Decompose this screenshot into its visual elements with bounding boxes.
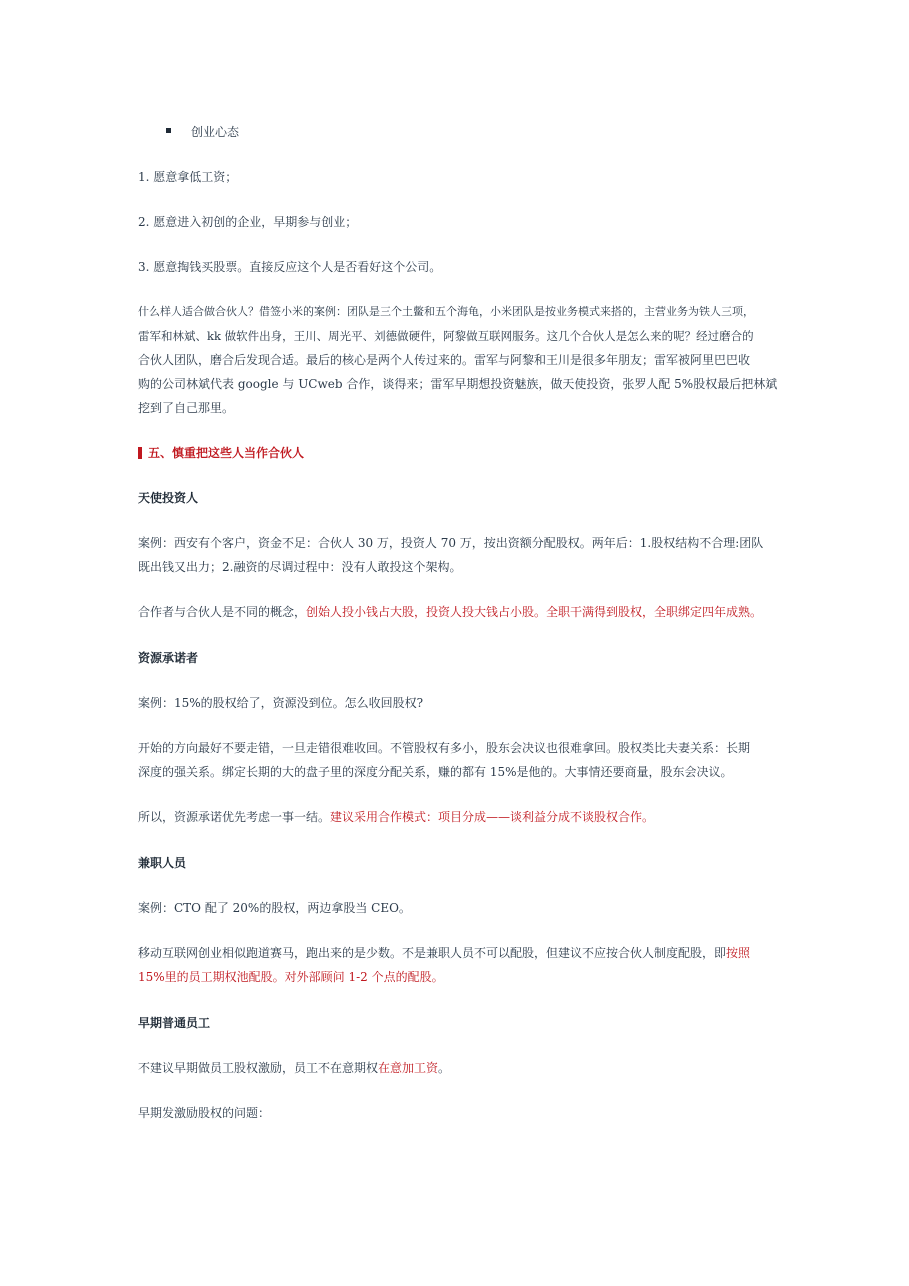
parttime-body-line — [138, 941, 778, 965]
parttime-case: 案例：CTO 配了 20%的股权，两边拿股当 CEO。 — [138, 901, 411, 915]
angel-case-line: 既出钱又出力；2.融资的尽调过程中：没有人敢投这个架构。 — [138, 560, 462, 574]
parttime-body-text: 移动互联网创业相似跑道赛马，跑出来的是少数。不是兼职人员不可以配股，但建议不应按合伙人制度配股，即 — [138, 946, 727, 960]
angel-heading: 天使投资人 — [138, 491, 199, 505]
paragraph-line: 雷军和林斌、kk 做软件出身，王川、周光平、刘德做硬件，阿黎做互联网服务。这几个合伙人是怎么来的呢？经过磨合的 — [138, 329, 754, 343]
parttime-body-highlight-line: 15%里的员工期权池配股。对外部顾问 1-2 个点的配股。 — [138, 970, 444, 984]
resource-case: 案例：15%的股权给了，资源没到位。怎么收回股权? — [138, 696, 424, 710]
early-line-text: 不建议早期做员工股权激励，员工不在意期权 — [138, 1061, 379, 1075]
section-heading — [138, 441, 778, 465]
early-question: 早期发激励股权的问题： — [138, 1106, 271, 1120]
resource-body-line: 深度的强关系。绑定长期的大的盘子里的深度分配关系，赚的都有 15%是他的。大事情还要商量，股东会决议。 — [138, 765, 733, 779]
early-line — [138, 1056, 778, 1080]
paragraph-line: 购的公司林斌代表 google 与 UCweb 合作，谈得来；雷军早期想投资魅族，做天使投资，张罗人配 5%股权最后把林斌 — [138, 377, 778, 391]
square-bullet-icon — [166, 128, 171, 133]
resource-body-line: 开始的方向最好不要走错，一旦走错很难收回。不管股权有多小，股东会决议也很难拿回。股权类比夫妻关系：长期 — [138, 741, 751, 755]
list-item-3: 3. 愿意掏钱买股票。直接反应这个人是否看好这个公司。 — [138, 260, 442, 274]
bullet-label: 创业心态 — [191, 125, 240, 139]
bullet-item — [166, 120, 239, 144]
early-line-highlight: 在意加工资 — [378, 1061, 439, 1075]
early-heading: 早期普通员工 — [138, 1016, 211, 1030]
resource-heading: 资源承诺者 — [138, 651, 199, 665]
parttime-body-highlight: 按照 — [726, 946, 751, 960]
angel-note-highlight: 创始人投小钱占大股，投资人投大钱占小股。全职干满得到股权，全职绑定四年成熟。 — [306, 605, 763, 619]
section-heading-text: 五、慎重把这些人当作合伙人 — [148, 446, 305, 460]
resource-advice-text: 所以，资源承诺优先考虑一事一结。 — [138, 810, 331, 824]
paragraph-line: 合伙人团队，磨合后发现合适。最后的核心是两个人传过来的。雷军与阿黎和王川是很多年朋友；雷军被阿里巴巴收 — [138, 353, 751, 367]
list-item-1: 1. 愿意拿低工资； — [138, 170, 238, 184]
heading-bar-icon — [138, 447, 142, 459]
angel-note-text: 合作者与合伙人是不同的概念， — [138, 605, 307, 619]
resource-advice-highlight: 建议采用合作模式：项目分成——谈利益分成不谈股权合作。 — [330, 810, 655, 824]
early-line-suffix: 。 — [438, 1061, 451, 1075]
parttime-heading: 兼职人员 — [138, 856, 187, 870]
angel-note — [138, 600, 778, 624]
paragraph-line: 什么样人适合做合伙人？借签小米的案例：团队是三个土鳖和五个海龟，小米团队是按业务模式来搭的，主营业务为铁人三项， — [138, 305, 754, 318]
paragraph-line: 挖到了自己那里。 — [138, 401, 235, 415]
list-item-2: 2. 愿意进入初创的企业，早期参与创业； — [138, 215, 358, 229]
resource-advice — [138, 805, 778, 829]
angel-case-line: 案例：西安有个客户，资金不足：合伙人 30 万，投资人 70 万，按出资额分配股权。两年后：1.股权结构不合理:团队 — [138, 536, 764, 550]
